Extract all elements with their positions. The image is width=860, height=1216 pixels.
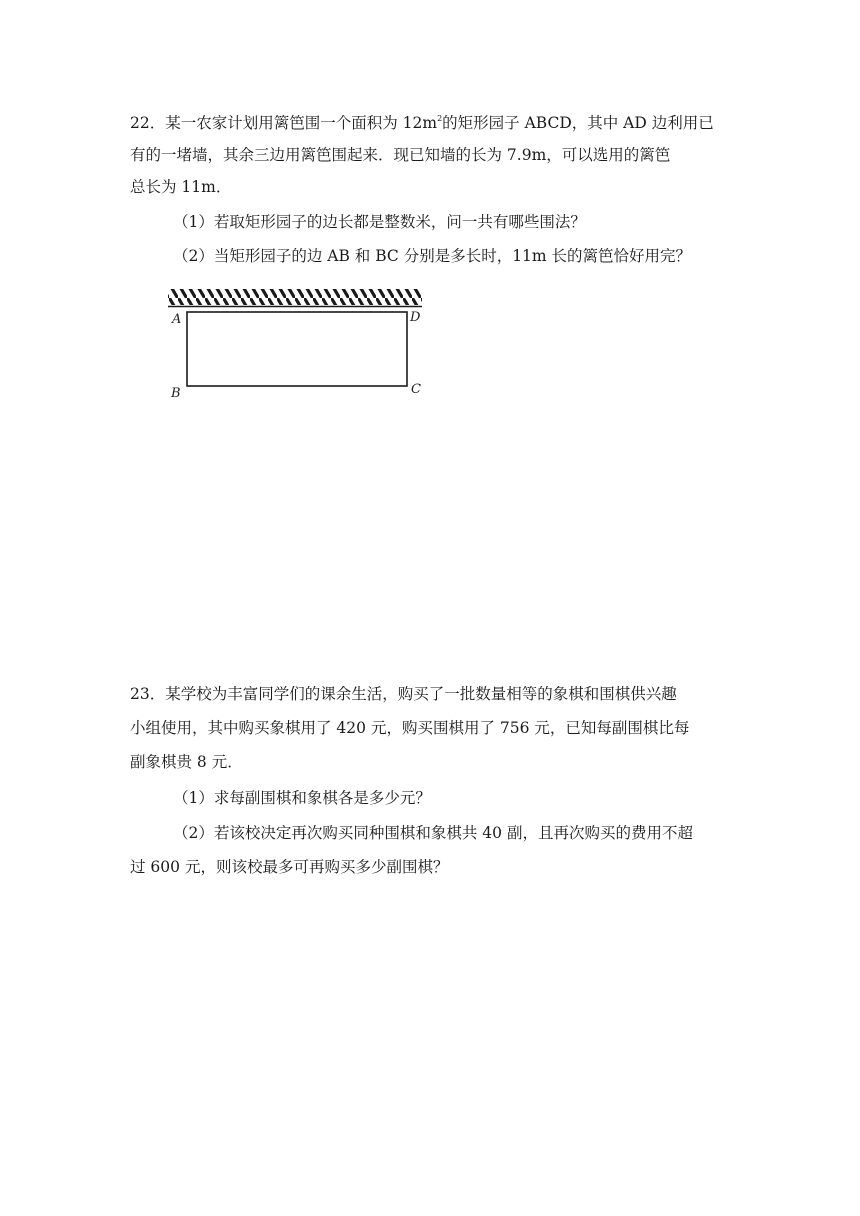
q23-subquestion-2-line-1: （2）若该校决定再次购买同种围棋和象棋共 40 副，且再次购买的费用不超: [173, 824, 693, 842]
rectangle-garden-figure: [160, 284, 440, 404]
q22-line-1-part-a: 22．某一农家计划用篱笆围一个面积为 12m: [130, 114, 438, 132]
q22-subquestion-1: （1）若取矩形园子的边长都是整数米，问一共有哪些围法？: [173, 213, 586, 231]
garden-diagram: [160, 284, 440, 404]
q23-subquestion-2-line-2: 过 600 元，则该校最多可再购买多少副围棋？: [130, 858, 449, 876]
q22-line-2: 有的一堵墙，其余三边用篱笆围起来．现已知墙的长为 7.9m，可以选用的篱笆: [130, 146, 671, 164]
q22-subquestion-2: （2）当矩形园子的边 AB 和 BC 分别是多长时，11m 长的篱笆恰好用完？: [173, 247, 692, 265]
label-c: C: [411, 382, 421, 397]
q23-line-2: 小组使用，其中购买象棋用了 420 元，购买围棋用了 756 元，已知每副围棋比每: [130, 719, 690, 737]
label-d: D: [410, 310, 421, 325]
q23-line-1: 23．某学校为丰富同学们的课余生活，购买了一批数量相等的象棋和围棋供兴趣: [130, 685, 677, 703]
label-b: B: [171, 386, 181, 401]
superscript-2: 2: [437, 114, 443, 123]
rectangle-abcd: [187, 312, 407, 386]
label-a: A: [172, 312, 182, 327]
q23-subquestion-1: （1）求每副围棋和象棋各是多少元？: [173, 789, 431, 807]
wall-hatching: [168, 289, 422, 305]
q22-line-1-part-b: 的矩形园子 ABCD，其中 AD 边利用已: [442, 114, 714, 132]
q22-line-3: 总长为 11m．: [130, 178, 232, 196]
q23-line-3: 副象棋贵 8 元．: [130, 753, 243, 771]
q22-line-1: [130, 113, 730, 133]
